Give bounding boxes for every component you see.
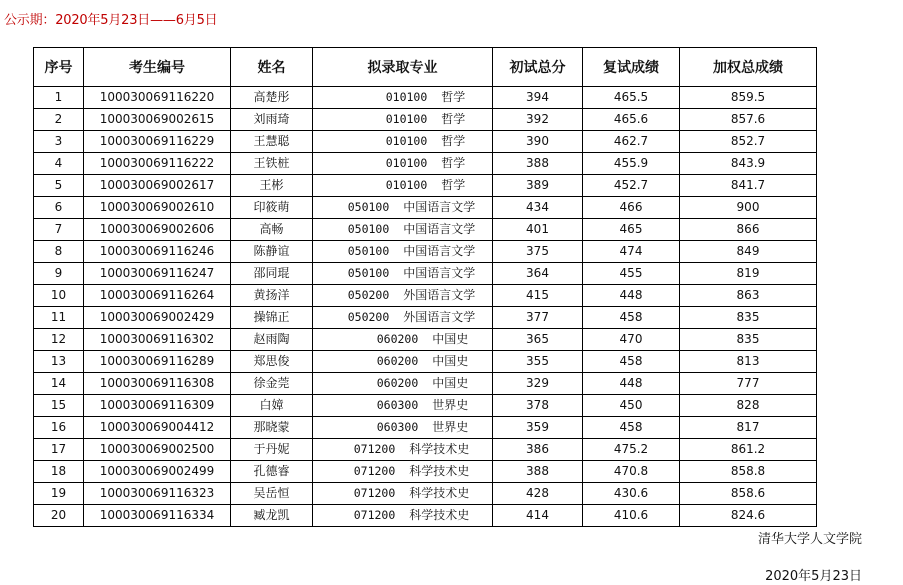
major-code: 071200: [353, 508, 396, 522]
cell-major: [313, 505, 493, 527]
header-row: [34, 48, 817, 87]
major-code: 060200: [376, 332, 419, 346]
cell-initial-score: 389: [493, 175, 583, 197]
cell-initial-score: 401: [493, 219, 583, 241]
cell-weighted-score: 813: [680, 351, 817, 373]
table-row: [34, 153, 817, 175]
issuer-signature: 清华大学人文学院: [757, 532, 862, 547]
cell-name: 吴岳恒: [231, 483, 313, 505]
major-code: 060200: [376, 376, 419, 390]
cell-name: 王彬: [231, 175, 313, 197]
cell-initial-score: 359: [493, 417, 583, 439]
cell-weighted-score: 817: [680, 417, 817, 439]
cell-candidate-id: 100030069116220: [84, 87, 231, 109]
cell-major: [313, 197, 493, 219]
major-code: 050100: [347, 222, 390, 236]
cell-name: 印筱萌: [231, 197, 313, 219]
cell-name: 刘雨琦: [231, 109, 313, 131]
cell-initial-score: 394: [493, 87, 583, 109]
cell-initial-score: 375: [493, 241, 583, 263]
major-code: 050200: [347, 288, 390, 302]
cell-major: [313, 307, 493, 329]
major-code: 010100: [385, 156, 428, 170]
cell-candidate-id: 100030069002429: [84, 307, 231, 329]
cell-candidate-id: 100030069116302: [84, 329, 231, 351]
cell-candidate-id: 100030069002617: [84, 175, 231, 197]
cell-retest-score: 452.7: [583, 175, 680, 197]
cell-weighted-score: 824.6: [680, 505, 817, 527]
major-name: 科学技术史: [409, 486, 470, 500]
table-row: [34, 219, 817, 241]
major-code: 071200: [353, 464, 396, 478]
table-row: [34, 417, 817, 439]
cell-retest-score: 410.6: [583, 505, 680, 527]
cell-major: [313, 153, 493, 175]
cell-seq: 11: [34, 307, 84, 329]
cell-major: [313, 351, 493, 373]
cell-seq: 1: [34, 87, 84, 109]
cell-candidate-id: 100030069002610: [84, 197, 231, 219]
cell-candidate-id: 100030069116323: [84, 483, 231, 505]
table-row: [34, 241, 817, 263]
cell-weighted-score: 858.6: [680, 483, 817, 505]
cell-retest-score: 458: [583, 417, 680, 439]
cell-initial-score: 377: [493, 307, 583, 329]
cell-initial-score: 434: [493, 197, 583, 219]
table-row: [34, 461, 817, 483]
cell-candidate-id: 100030069002606: [84, 219, 231, 241]
cell-major: [313, 395, 493, 417]
cell-name: 邵同琨: [231, 263, 313, 285]
cell-initial-score: 392: [493, 109, 583, 131]
cell-candidate-id: 100030069116222: [84, 153, 231, 175]
major-name: 外国语言文学: [403, 288, 476, 302]
major-code: 010100: [385, 178, 428, 192]
cell-seq: 16: [34, 417, 84, 439]
cell-seq: 15: [34, 395, 84, 417]
major-name: 中国史: [432, 376, 469, 390]
cell-retest-score: 474: [583, 241, 680, 263]
table-body: [34, 87, 817, 527]
cell-weighted-score: 849: [680, 241, 817, 263]
cell-initial-score: 378: [493, 395, 583, 417]
major-name: 中国语言文学: [403, 200, 476, 214]
cell-seq: 18: [34, 461, 84, 483]
major-name: 中国史: [432, 354, 469, 368]
cell-initial-score: 365: [493, 329, 583, 351]
cell-retest-score: 450: [583, 395, 680, 417]
major-name: 中国史: [432, 332, 469, 346]
cell-initial-score: 390: [493, 131, 583, 153]
cell-initial-score: 355: [493, 351, 583, 373]
cell-initial-score: 388: [493, 153, 583, 175]
cell-retest-score: 470.8: [583, 461, 680, 483]
major-code: 071200: [353, 486, 396, 500]
header-candidate-id: 考生编号: [84, 48, 231, 87]
cell-weighted-score: 859.5: [680, 87, 817, 109]
cell-weighted-score: 863: [680, 285, 817, 307]
cell-initial-score: 329: [493, 373, 583, 395]
cell-weighted-score: 866: [680, 219, 817, 241]
cell-seq: 10: [34, 285, 84, 307]
cell-retest-score: 455: [583, 263, 680, 285]
major-name: 世界史: [432, 420, 469, 434]
table-row: [34, 373, 817, 395]
cell-major: [313, 285, 493, 307]
cell-retest-score: 465.5: [583, 87, 680, 109]
cell-initial-score: 364: [493, 263, 583, 285]
cell-seq: 4: [34, 153, 84, 175]
cell-major: [313, 175, 493, 197]
table-row: [34, 109, 817, 131]
major-name: 世界史: [432, 398, 469, 412]
cell-weighted-score: 819: [680, 263, 817, 285]
cell-major: [313, 87, 493, 109]
cell-major: [313, 109, 493, 131]
cell-name: 陈静谊: [231, 241, 313, 263]
cell-name: 臧龙凯: [231, 505, 313, 527]
cell-name: 操锦正: [231, 307, 313, 329]
cell-major: [313, 329, 493, 351]
cell-seq: 17: [34, 439, 84, 461]
header-major: 拟录取专业: [313, 48, 493, 87]
table-header: [34, 48, 817, 87]
table-row: [34, 87, 817, 109]
major-code: 050100: [347, 266, 390, 280]
cell-candidate-id: 100030069002615: [84, 109, 231, 131]
cell-candidate-id: 100030069116246: [84, 241, 231, 263]
cell-seq: 20: [34, 505, 84, 527]
cell-major: [313, 439, 493, 461]
cell-candidate-id: 100030069116229: [84, 131, 231, 153]
cell-retest-score: 466: [583, 197, 680, 219]
cell-weighted-score: 858.8: [680, 461, 817, 483]
cell-name: 王铁桩: [231, 153, 313, 175]
cell-candidate-id: 100030069116308: [84, 373, 231, 395]
table-row: [34, 175, 817, 197]
cell-weighted-score: 841.7: [680, 175, 817, 197]
cell-name: 孔德睿: [231, 461, 313, 483]
table-row: [34, 131, 817, 153]
cell-seq: 14: [34, 373, 84, 395]
major-code: 060300: [376, 420, 419, 434]
cell-seq: 9: [34, 263, 84, 285]
cell-name: 高楚彤: [231, 87, 313, 109]
cell-retest-score: 462.7: [583, 131, 680, 153]
table-row: [34, 439, 817, 461]
cell-weighted-score: 843.9: [680, 153, 817, 175]
cell-seq: 2: [34, 109, 84, 131]
cell-name: 白嫜: [231, 395, 313, 417]
cell-seq: 5: [34, 175, 84, 197]
cell-candidate-id: 100030069116247: [84, 263, 231, 285]
cell-name: 徐金莞: [231, 373, 313, 395]
header-retest-score: 复试成绩: [583, 48, 680, 87]
major-code: 071200: [353, 442, 396, 456]
header-seq: 序号: [34, 48, 84, 87]
cell-seq: 7: [34, 219, 84, 241]
cell-weighted-score: 857.6: [680, 109, 817, 131]
cell-initial-score: 415: [493, 285, 583, 307]
table-row: [34, 263, 817, 285]
table-row: [34, 285, 817, 307]
major-name: 中国语言文学: [403, 244, 476, 258]
major-name: 哲学: [441, 90, 466, 104]
cell-name: 赵雨陶: [231, 329, 313, 351]
cell-initial-score: 388: [493, 461, 583, 483]
cell-seq: 13: [34, 351, 84, 373]
cell-retest-score: 465.6: [583, 109, 680, 131]
major-name: 哲学: [441, 112, 466, 126]
cell-seq: 8: [34, 241, 84, 263]
cell-retest-score: 470: [583, 329, 680, 351]
cell-name: 黄扬洋: [231, 285, 313, 307]
cell-initial-score: 428: [493, 483, 583, 505]
major-code: 010100: [385, 112, 428, 126]
cell-weighted-score: 835: [680, 307, 817, 329]
cell-major: [313, 131, 493, 153]
major-name: 科学技术史: [409, 508, 470, 522]
table-row: [34, 329, 817, 351]
cell-candidate-id: 100030069116289: [84, 351, 231, 373]
major-code: 050200: [347, 310, 390, 324]
major-name: 中国语言文学: [403, 222, 476, 236]
cell-candidate-id: 100030069116309: [84, 395, 231, 417]
cell-retest-score: 430.6: [583, 483, 680, 505]
cell-weighted-score: 828: [680, 395, 817, 417]
table-row: [34, 395, 817, 417]
cell-candidate-id: 100030069002500: [84, 439, 231, 461]
cell-seq: 3: [34, 131, 84, 153]
major-code: 010100: [385, 134, 428, 148]
cell-candidate-id: 100030069002499: [84, 461, 231, 483]
cell-seq: 6: [34, 197, 84, 219]
major-name: 科学技术史: [409, 442, 470, 456]
cell-name: 那晓蒙: [231, 417, 313, 439]
major-name: 外国语言文学: [403, 310, 476, 324]
major-code: 010100: [385, 90, 428, 104]
cell-initial-score: 414: [493, 505, 583, 527]
cell-name: 高畅: [231, 219, 313, 241]
cell-retest-score: 458: [583, 351, 680, 373]
table-row: [34, 483, 817, 505]
cell-weighted-score: 852.7: [680, 131, 817, 153]
issue-date: 2020年5月23日: [765, 569, 862, 584]
table-row: [34, 351, 817, 373]
publicity-period: 公示期：2020年5月23日——6月5日: [4, 13, 218, 28]
cell-candidate-id: 100030069004412: [84, 417, 231, 439]
cell-name: 郑思俊: [231, 351, 313, 373]
cell-retest-score: 448: [583, 285, 680, 307]
cell-seq: 12: [34, 329, 84, 351]
major-code: 050100: [347, 200, 390, 214]
cell-weighted-score: 861.2: [680, 439, 817, 461]
cell-name: 王慧聪: [231, 131, 313, 153]
cell-seq: 19: [34, 483, 84, 505]
header-name: 姓名: [231, 48, 313, 87]
cell-retest-score: 475.2: [583, 439, 680, 461]
major-name: 哲学: [441, 178, 466, 192]
cell-retest-score: 458: [583, 307, 680, 329]
cell-major: [313, 241, 493, 263]
cell-weighted-score: 900: [680, 197, 817, 219]
cell-weighted-score: 835: [680, 329, 817, 351]
cell-major: [313, 417, 493, 439]
cell-major: [313, 461, 493, 483]
major-name: 中国语言文学: [403, 266, 476, 280]
major-name: 哲学: [441, 134, 466, 148]
cell-major: [313, 219, 493, 241]
major-code: 060200: [376, 354, 419, 368]
cell-retest-score: 448: [583, 373, 680, 395]
table-row: [34, 197, 817, 219]
major-code: 060300: [376, 398, 419, 412]
cell-initial-score: 386: [493, 439, 583, 461]
table-row: [34, 505, 817, 527]
cell-candidate-id: 100030069116334: [84, 505, 231, 527]
header-weighted-score: 加权总成绩: [680, 48, 817, 87]
cell-retest-score: 465: [583, 219, 680, 241]
major-name: 科学技术史: [409, 464, 470, 478]
cell-candidate-id: 100030069116264: [84, 285, 231, 307]
cell-retest-score: 455.9: [583, 153, 680, 175]
major-code: 050100: [347, 244, 390, 258]
cell-major: [313, 483, 493, 505]
cell-major: [313, 373, 493, 395]
cell-weighted-score: 777: [680, 373, 817, 395]
admission-results-table: [33, 47, 817, 527]
header-initial-score: 初试总分: [493, 48, 583, 87]
cell-name: 于丹妮: [231, 439, 313, 461]
table-row: [34, 307, 817, 329]
major-name: 哲学: [441, 156, 466, 170]
cell-major: [313, 263, 493, 285]
